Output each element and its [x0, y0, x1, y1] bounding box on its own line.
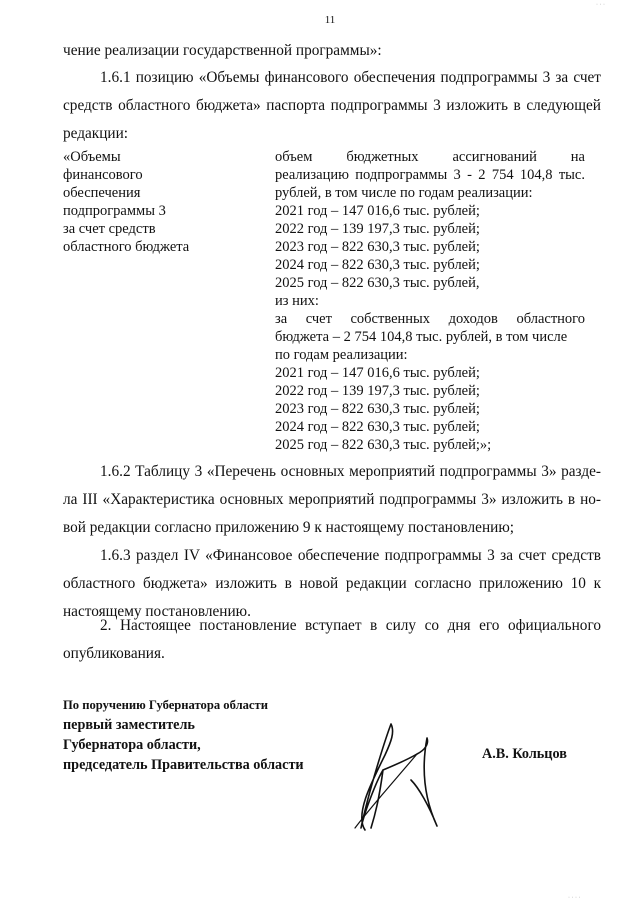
year-line: 2022 год – 139 197,3 тыс. рублей; [275, 221, 480, 237]
scan-mark: · · · · [568, 895, 581, 901]
value-line: рублей, в том числе по годам реализации: [275, 185, 533, 201]
year-line: 2022 год – 139 197,3 тыс. рублей; [275, 383, 480, 399]
year-line: 2025 год – 822 630,3 тыс. рублей, [275, 275, 480, 291]
intro-line: чение реализации государственной программы»: [63, 42, 382, 59]
page-number: 11 [324, 14, 336, 26]
year-line: 2021 год – 147 016,6 тыс. рублей; [275, 365, 480, 381]
value-line: из них: [275, 293, 319, 309]
handwritten-signature [325, 710, 455, 840]
passport-value-column [275, 148, 585, 454]
signatory-line: председатель Правительства области [63, 757, 304, 773]
item-1-6-2: 1.6.2 Таблицу 3 «Перечень основных мероприятий подпрограммы 3» разде-ла III «Характеристика основных мероприятий подпрограммы 3» изложить в но-вой редакции согласно приложению 9 к настоящему постановлению; [63, 463, 601, 536]
signatory-line: первый заместитель [63, 717, 195, 733]
year-line: 2025 год – 822 630,3 тыс. рублей;»; [275, 437, 492, 453]
value-line: за счет собственных доходов областного [275, 311, 585, 327]
year-line: 2023 год – 822 630,3 тыс. рублей; [275, 239, 480, 255]
value-line: объем бюджетных ассигнований на [275, 149, 585, 165]
value-line: реализацию подпрограммы 3 - 2 754 104,8 тыс. [275, 167, 585, 183]
value-line: по годам реализации: [275, 347, 408, 363]
label-line: «Объемы [63, 149, 121, 165]
passport-label-column [63, 148, 233, 256]
label-line: подпрограммы 3 [63, 203, 166, 219]
signatory-line: Губернатора области, [63, 737, 201, 753]
item-2: 2. Настоящее постановление вступает в силу со дня его официального опубликования. [63, 617, 601, 662]
signatory-line: По поручению Губернатора области [63, 698, 268, 712]
value-line: бюджета – 2 754 104,8 тыс. рублей, в том числе [275, 329, 568, 345]
year-line: 2021 год – 147 016,6 тыс. рублей; [275, 203, 480, 219]
label-line: финансового [63, 167, 143, 183]
label-line: обеспечения [63, 185, 141, 201]
scan-mark: · · · [596, 2, 605, 8]
label-line: за счет средств [63, 221, 156, 237]
year-line: 2024 год – 822 630,3 тыс. рублей; [275, 419, 480, 435]
signatory-name: А.В. Кольцов [482, 746, 567, 762]
signature-block [63, 695, 304, 775]
year-line: 2024 год – 822 630,3 тыс. рублей; [275, 257, 480, 273]
label-line: областного бюджета [63, 239, 190, 255]
item-1-6-3: 1.6.3 раздел IV «Финансовое обеспечение подпрограммы 3 за счет средств областного бюджета» изложить в новой редакции согласно приложению 10 к настоящему постановлению. [63, 547, 601, 620]
year-line: 2023 год – 822 630,3 тыс. рублей; [275, 401, 480, 417]
item-1-6-1: 1.6.1 позицию «Объемы финансового обеспечения подпрограммы 3 за счет средств областного бюджета» паспорта подпрограммы 3 изложить в следующей редакции: [63, 69, 601, 142]
